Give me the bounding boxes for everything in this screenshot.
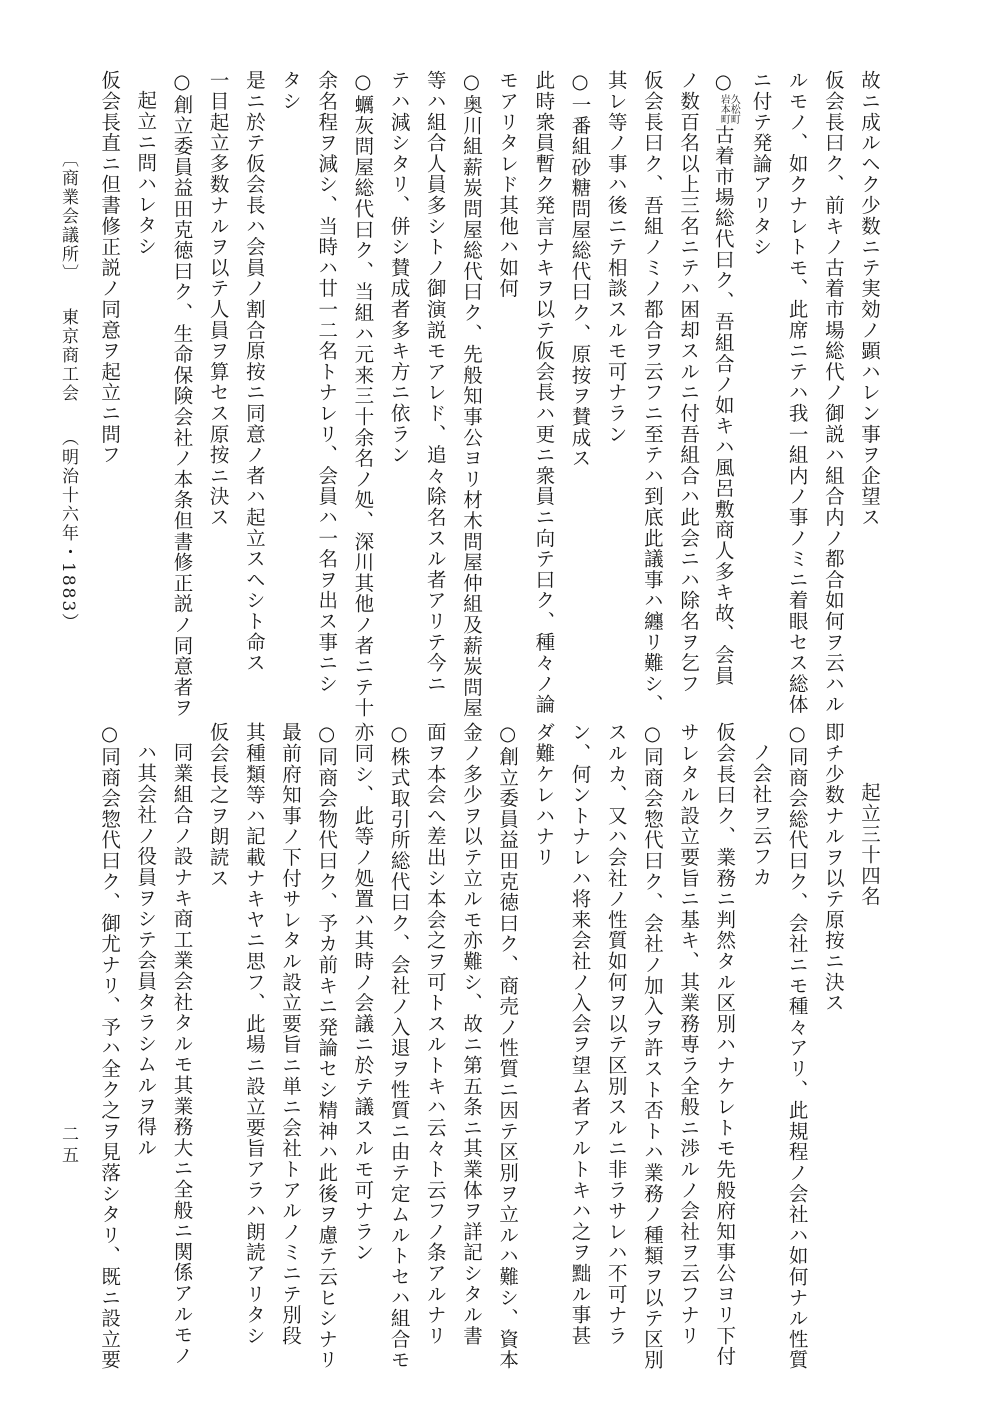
line-text: ハ其会社ノ役員ヲシテ会員タラシムルヲ得ル <box>134 742 158 1158</box>
line-text: 余名程ヲ減シ、当時ハ廿一二名トナレリ、会員ハ一名ヲ出ス事ニシ <box>315 70 339 694</box>
text-line <box>348 722 376 1312</box>
text-line <box>385 722 413 1371</box>
text-line <box>167 722 195 1366</box>
text-line <box>783 722 811 1371</box>
text-line <box>131 722 159 1312</box>
line-text: テハ減シタリ、併シ賛成者多キ方ニ依ラン <box>387 70 411 466</box>
footer-name: 東京商工会 <box>58 308 78 404</box>
text-line <box>855 722 883 1312</box>
line-text: スルカ、又ハ会社ノ性質如何ヲ以テ区別スルニ非ラサレハ不可ナラ <box>604 722 628 1346</box>
place-annotation <box>718 94 738 124</box>
line-text: ダ難ケレハナリ <box>532 722 556 868</box>
text-line <box>240 722 268 1346</box>
text-line <box>385 70 413 650</box>
lower-text-block <box>95 722 883 1371</box>
line-text: ニ付テ発論アリタシ <box>749 70 773 258</box>
line-text: 起立三十四名 <box>858 782 881 907</box>
text-line <box>457 70 485 719</box>
line-text: ○一番組砂糖問屋総代曰ク、原按ヲ賛成ス <box>568 70 592 469</box>
running-footer <box>56 150 81 632</box>
text-line <box>529 722 557 1312</box>
line-text: 金ノ多少ヲ以テ立ルモ亦難シ、故ニ第五条ニ其業体ヲ詳記シタル書 <box>459 722 483 1346</box>
text-line <box>710 70 740 686</box>
text-line <box>167 70 195 719</box>
text-line <box>348 70 376 719</box>
text-line <box>421 722 449 1346</box>
text-line <box>131 70 159 650</box>
footer-era: （明治十六年・1883） <box>58 428 78 633</box>
line-text: 故ニ成ルヘク少数ニテ実効ノ顕ハレン事ヲ企望ス <box>858 70 881 528</box>
line-text: 古着市場総代曰ク、吾組合ノ如キハ風呂敷商人多キ故、会員 <box>711 124 735 686</box>
line-text: ○創立委員益田克徳曰ク、生命保険会社ノ本条但書修正説ノ同意者ヲ <box>170 70 194 719</box>
line-text: ○同商会惣代曰ク、会社ノ加入ヲ許スト否トハ業務ノ種類ヲ以テ区別 <box>640 722 664 1371</box>
text-line <box>674 722 702 1346</box>
text-line <box>95 722 123 1371</box>
line-text: 仮会長直ニ但書修正説ノ同意ヲ起立ニ問フ <box>98 70 122 466</box>
line-text: ノ数百名以上三名ニテハ困却スルニ付吾組合ハ此会ニハ除名ヲ乞フ <box>677 70 701 694</box>
text-line <box>312 722 340 1371</box>
line-text: 一目起立多数ナルヲ以テ人員ヲ算セス原按ニ決ス <box>206 70 230 528</box>
text-line <box>638 722 666 1371</box>
page-number: 二五 <box>58 1125 78 1167</box>
upper-text-block <box>95 70 883 719</box>
line-text: 仮会長曰ク、前キノ古着市場総代ノ御説ハ組合内ノ都合如何ヲ云ハル <box>821 70 845 715</box>
line-text: ○同商会惣代曰ク、御尤ナリ、予ハ全ク之ヲ見落シタリ、既ニ設立要 <box>98 722 122 1371</box>
text-line <box>674 70 702 694</box>
line-text: ノ会社ヲ云フカ <box>749 742 773 888</box>
text-line <box>276 70 304 650</box>
text-line <box>421 70 449 694</box>
line-text: ○同商会総代曰ク、会社ニモ種々アリ、此規程ノ会社ハ如何ナル性質 <box>785 722 809 1371</box>
line-text: タシ <box>279 70 302 112</box>
line-text: ○創立委員益田克徳曰ク、商売ノ性質ニ因テ区別ヲ立ルハ難シ、資本 <box>496 722 520 1371</box>
line-text: 最前府知事ノ下付サレタル設立要旨ニ単ニ会社トアルノミニテ別段 <box>279 722 302 1346</box>
place-name: 久松町 <box>728 94 740 125</box>
text-line <box>855 70 883 650</box>
line-text: 同業組合ノ設ナキ商工業会社タルモ其業務大ニ全般ニ関係アルモノ <box>170 742 194 1366</box>
line-text: ルモノ、如クナレトモ、此席ニテハ我一組内ノ事ノミニ着眼セス総体 <box>785 70 809 715</box>
line-text: 亦同シ、此等ノ処置ハ其時ノ会議ニ於テ議スルモ可ナラン <box>351 722 375 1263</box>
circle-mark: ○ <box>711 70 735 95</box>
line-text: ○蠣灰問屋総代曰ク、当組ハ元来三十余名ノ処、深川其他ノ者ニテ十 <box>351 70 375 719</box>
text-line <box>819 70 847 715</box>
line-text: 其レ等ノ事ハ後ニテ相談スルモ可ナラン <box>604 70 628 445</box>
line-text: 仮会長曰ク、吾組ノミノ都合ヲ云フニ至テハ到底此議事ハ纏リ難シ、 <box>640 70 664 715</box>
text-line <box>710 722 738 1367</box>
line-text: 仮会長曰ク、業務ニ判然タル区別ハナケレトモ先般府知事公ヨリ下付 <box>713 722 737 1367</box>
text-line <box>204 70 232 650</box>
place-name: 岩本町 <box>718 94 730 125</box>
line-text: 其種類等ハ記載ナキヤニ思フ、此場ニ設立要旨アラハ朗読アリタシ <box>242 722 266 1346</box>
text-line <box>276 722 304 1346</box>
line-text: 此時衆員暫ク発言ナキヲ以テ仮会長ハ更ニ衆員ニ向テ曰ク、種々ノ論 <box>532 70 556 715</box>
line-text: モアリタレド其他ハ如何 <box>496 70 520 299</box>
line-text: サレタル設立要旨ニ基キ、其業務専ラ全般ニ渉ルノ会社ヲ云フナリ <box>677 722 701 1346</box>
text-line <box>746 70 774 650</box>
line-text: 是ニ於テ仮会長ハ会員ノ割合原按ニ同意ノ者ハ起立スヘシト命ス <box>242 70 266 674</box>
text-line <box>819 722 847 1312</box>
text-line <box>493 70 521 650</box>
footer-org: 〔商業会議所〕 <box>58 150 78 283</box>
line-text: ン、何ントナレハ将来会社ノ入会ヲ望ム者アルトキハ之ヲ黜ル事甚 <box>568 722 592 1346</box>
text-line <box>746 722 774 1312</box>
line-text: 起立ニ問ハレタシ <box>134 90 158 257</box>
line-text: 等ハ組合人員多シトノ御演説モアレド、追々除名スル者アリテ今ニ <box>423 70 447 694</box>
text-line <box>566 722 594 1346</box>
text-line <box>529 70 557 715</box>
line-text: 面ヲ本会へ差出シ本会之ヲ可トスルトキハ云々ト云フノ条アルナリ <box>423 722 447 1346</box>
text-line <box>566 70 594 650</box>
line-text: ○奥川組薪炭問屋総代曰ク、先般知事公ヨリ材木問屋仲組及薪炭問屋 <box>459 70 483 719</box>
text-line <box>240 70 268 674</box>
text-line <box>457 722 485 1346</box>
line-text: ○同商会物代曰ク、予カ前キニ発論セシ精神ハ此後ヲ慮テ云ヒシナリ <box>315 722 339 1371</box>
text-line <box>312 70 340 694</box>
text-line <box>204 722 232 1312</box>
text-line <box>783 70 811 715</box>
line-text: 仮会長之ヲ朗読ス <box>206 722 230 889</box>
line-text: ○株式取引所総代曰ク、会社ノ入退ヲ性質ニ由テ定ムルトセハ組合モ <box>387 722 411 1371</box>
text-line <box>638 70 666 715</box>
text-line <box>95 70 123 650</box>
text-line <box>602 70 630 650</box>
line-text: 即チ少数ナルヲ以テ原按ニ決ス <box>821 722 845 1014</box>
text-line <box>602 722 630 1346</box>
text-line <box>493 722 521 1371</box>
